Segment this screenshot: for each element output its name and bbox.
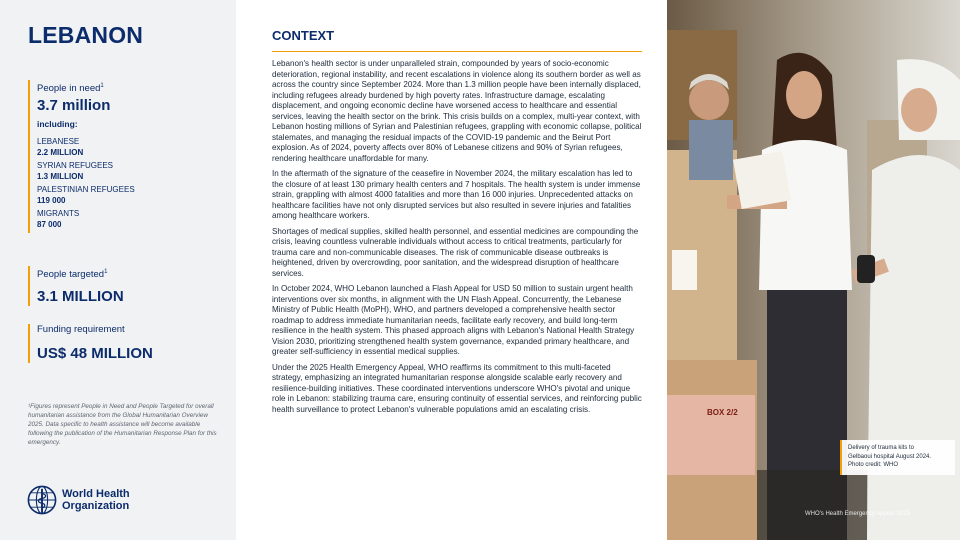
box-label: BOX 2/2 <box>707 408 738 417</box>
footer-label: WHO's Health Emergency Appeal 2025 <box>805 511 910 517</box>
logo-line-2: Organization <box>62 500 130 512</box>
caption-line: Gelbaoui hospital August 2024. <box>848 453 932 460</box>
people-targeted-block <box>28 266 218 306</box>
context-paragraph: Under the 2025 Health Emergency Appeal, WHO reaffirms its commitment to this multi-faceted strategy, emphasizing an integrated humanitarian response alongside scalable early recovery and resilience-building initiatives. These coordinated interventions underscore WHO's pivotal and unique role in Lebanon: stabilizing trauma care, ensuring continuity of essential services, and reinforcing public health surveillance to protect Lebanon's vulnerable populations amid an escalating crisis. <box>272 362 642 414</box>
group-name: LEBANESE <box>37 137 80 147</box>
group-name: PALESTINIAN REFUGEES <box>37 185 135 195</box>
group-value: 1.3 MILLION <box>37 172 84 182</box>
people-targeted-label: People targeted$^1$ <box>37 269 108 281</box>
group-value: 2.2 MILLION <box>37 148 84 158</box>
context-paragraph: Shortages of medical supplies, skilled health personnel, and essential medicines are compounding the crisis, leaving countless vulnerable individuals without access to critical treatments, particularly for trauma care and non-communicable diseases. The risk of communicable disease outbreaks is heightened, driven by overcrowding, poor sanitation, and the widespread disruption of healthcare services. <box>272 226 639 278</box>
logo-line-1: World Health <box>62 488 130 500</box>
funding-value: US$ 48 MILLION <box>37 345 153 362</box>
caption-credit: Photo credit: WHO <box>848 462 899 468</box>
key-figures-panel <box>0 0 236 540</box>
who-emblem-icon <box>26 484 58 516</box>
footnote-mark: 1 <box>100 83 104 89</box>
people-targeted-value: 3.1 MILLION <box>37 288 124 306</box>
people-in-need-label: People in need$^1$ <box>37 83 104 95</box>
country-title: LEBANON <box>28 22 144 48</box>
group-name: SYRIAN REFUGEES <box>37 161 114 171</box>
people-in-need-block <box>28 80 228 233</box>
group-value: 87 000 <box>37 220 62 230</box>
context-heading: CONTEXT <box>272 28 642 52</box>
footnote-mark: 1 <box>104 269 108 275</box>
including-label: including: <box>37 119 78 130</box>
context-paragraph: In the aftermath of the signature of the ceasefire in November 2024, the military escalation has led to the closure of at least 130 primary health centers and 7 hospitals. The health system is under immense strain, grappling with almost 4000 fatalities and more than 16 000 injuries. Unprecedented attacks on healthcare facilities have not only disrupted services but also resulted in severe injuries and fatalities among healthcare workers. <box>272 169 641 220</box>
population-breakdown <box>37 137 228 230</box>
people-in-need-value: 3.7 million <box>37 97 111 115</box>
context-paragraph: Lebanon's health sector is under unparalleled strain, compounded by years of socio-economic deterioration, regional instability, and recent escalations in violence along its southern border as well as across the country since September 2024. More than 1.3 million people have been internally displaced, including refugees already burdened by high poverty rates. Infrastructure damage, escalating displacement, and ongoing economic decline have worsened access to healthcare and essential services, leaving the health sector on the brink. This crisis builds on a complex, multi-year context, with Lebanon hosting millions of Syrian and Palestinian refugees, grappling with economic collapse, political stalemates, and managing the residual impacts of the COVID-19 pandemic and the Beirut Port explosion. As of 2024, poverty affects over 80% of Lebanese citizens and 90% of Syrian refugees, rendering healthcare unaffordable for many. <box>272 59 642 163</box>
photo-caption <box>840 440 955 475</box>
group-name: MIGRANTS <box>37 209 80 219</box>
caption-line: Delivery of trauma kits to <box>848 445 915 451</box>
funding-block <box>28 324 218 363</box>
who-logo <box>26 484 130 516</box>
footnote: ¹Figures represent People in Need and People Targeted for overall humanitarian assistance from the Global Humanitarian Overview 2025. Data specific to health assistance will become available following the publication of the Humanitarian Response Plan for this emergency. <box>28 403 217 446</box>
context-paragraph: In October 2024, WHO Lebanon launched a Flash Appeal for USD 50 million to sustain urgent health interventions over six months, in alignment with the UN Flash Appeal. Concurrently, the Lebanese Ministry of Public Health (MoPH), WHO, and partners developed a comprehensive health sector roadmap to address immediate humanitarian needs, facilitate early recovery, and build long-term resilience in the health system. This phased approach aligns with Lebanon's National Health Strategy Vision 2030, prioritizing strengthened health system governance, expanded primary healthcare, and greater self-sufficiency in essential medical supplies. <box>272 284 635 356</box>
context-section <box>272 28 642 420</box>
group-value: 119 000 <box>37 196 66 206</box>
funding-label: Funding requirement <box>37 324 125 335</box>
